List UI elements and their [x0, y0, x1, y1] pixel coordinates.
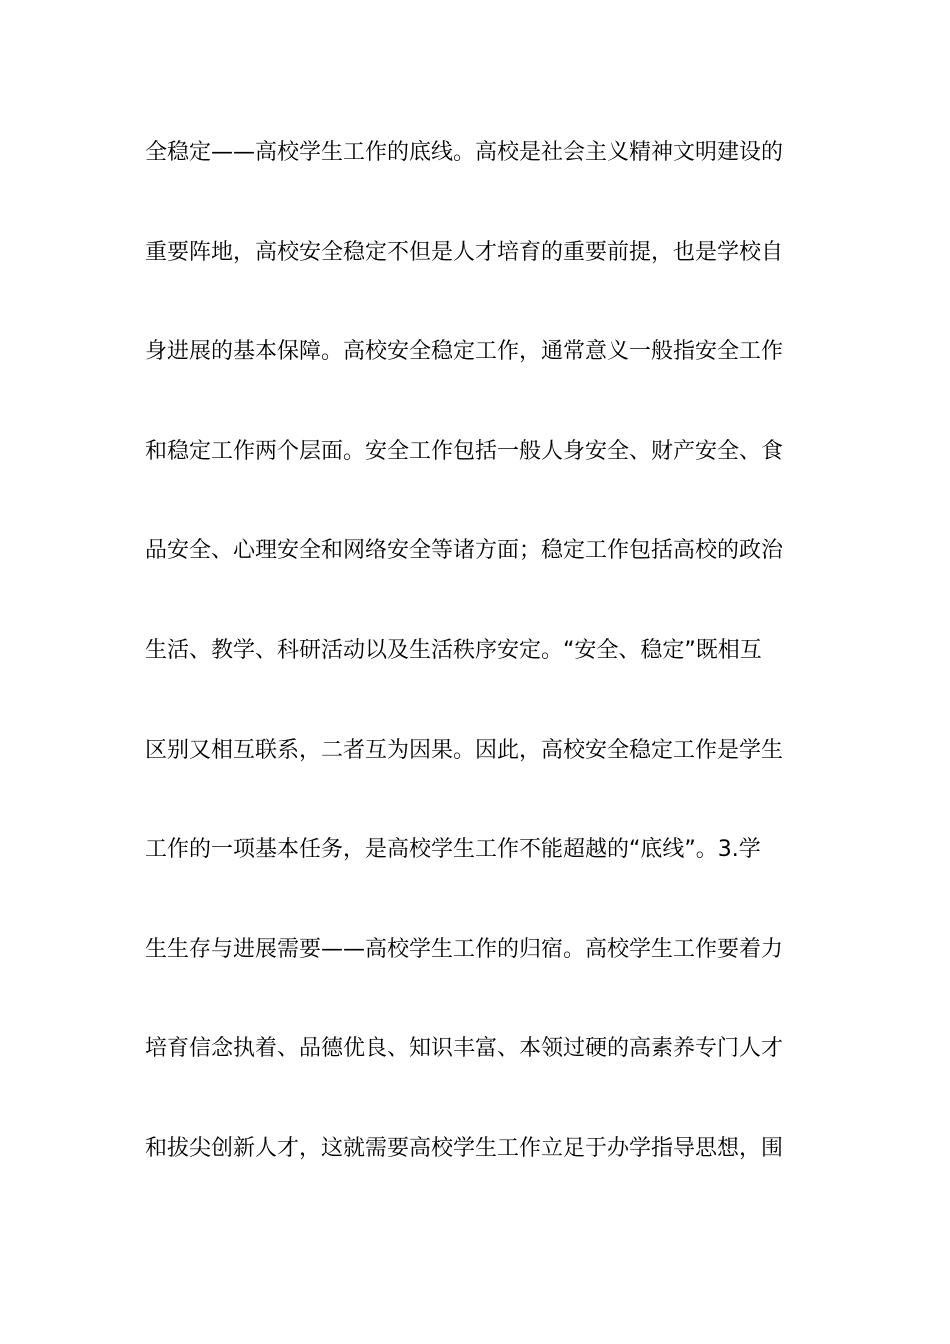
- text-line-1: 全稳定——高校学生工作的底线。高校是社会主义精神文明建设的: [145, 140, 784, 165]
- text-line-2: 重要阵地，高校安全稳定不但是人才培育的重要前提，也是学校自: [145, 239, 784, 265]
- text-line-7: 区别又相互联系，二者互为因果。因此，高校安全稳定工作是学生: [145, 737, 784, 763]
- text-line-5: 品安全、心理安全和网络安全等诸方面；稳定工作包括高校的政治: [145, 538, 784, 564]
- text-line-11: 和拔尖创新人才，这就需要高校学生工作立足于办学指导思想，围: [145, 1135, 784, 1161]
- text-line-6: 生活、教学、科研活动以及生活秩序安定。“安全、稳定”既相互: [145, 637, 762, 663]
- text-line-9: 生生存与进展需要——高校学生工作的归宿。高校学生工作要着力: [145, 936, 784, 962]
- text-line-10: 培育信念执着、品德优良、知识丰富、本领过硬的高素养专门人才: [145, 1036, 784, 1062]
- text-line-8: 工作的一项基本任务，是高校学生工作不能超越的“底线”。3.学: [145, 837, 761, 863]
- body-text: [145, 130, 810, 1172]
- text-line-3: 身进展的基本保障。高校安全稳定工作，通常意义一般指安全工作: [145, 339, 784, 365]
- text-line-4: 和稳定工作两个层面。安全工作包括一般人身安全、财产安全、食: [145, 438, 784, 464]
